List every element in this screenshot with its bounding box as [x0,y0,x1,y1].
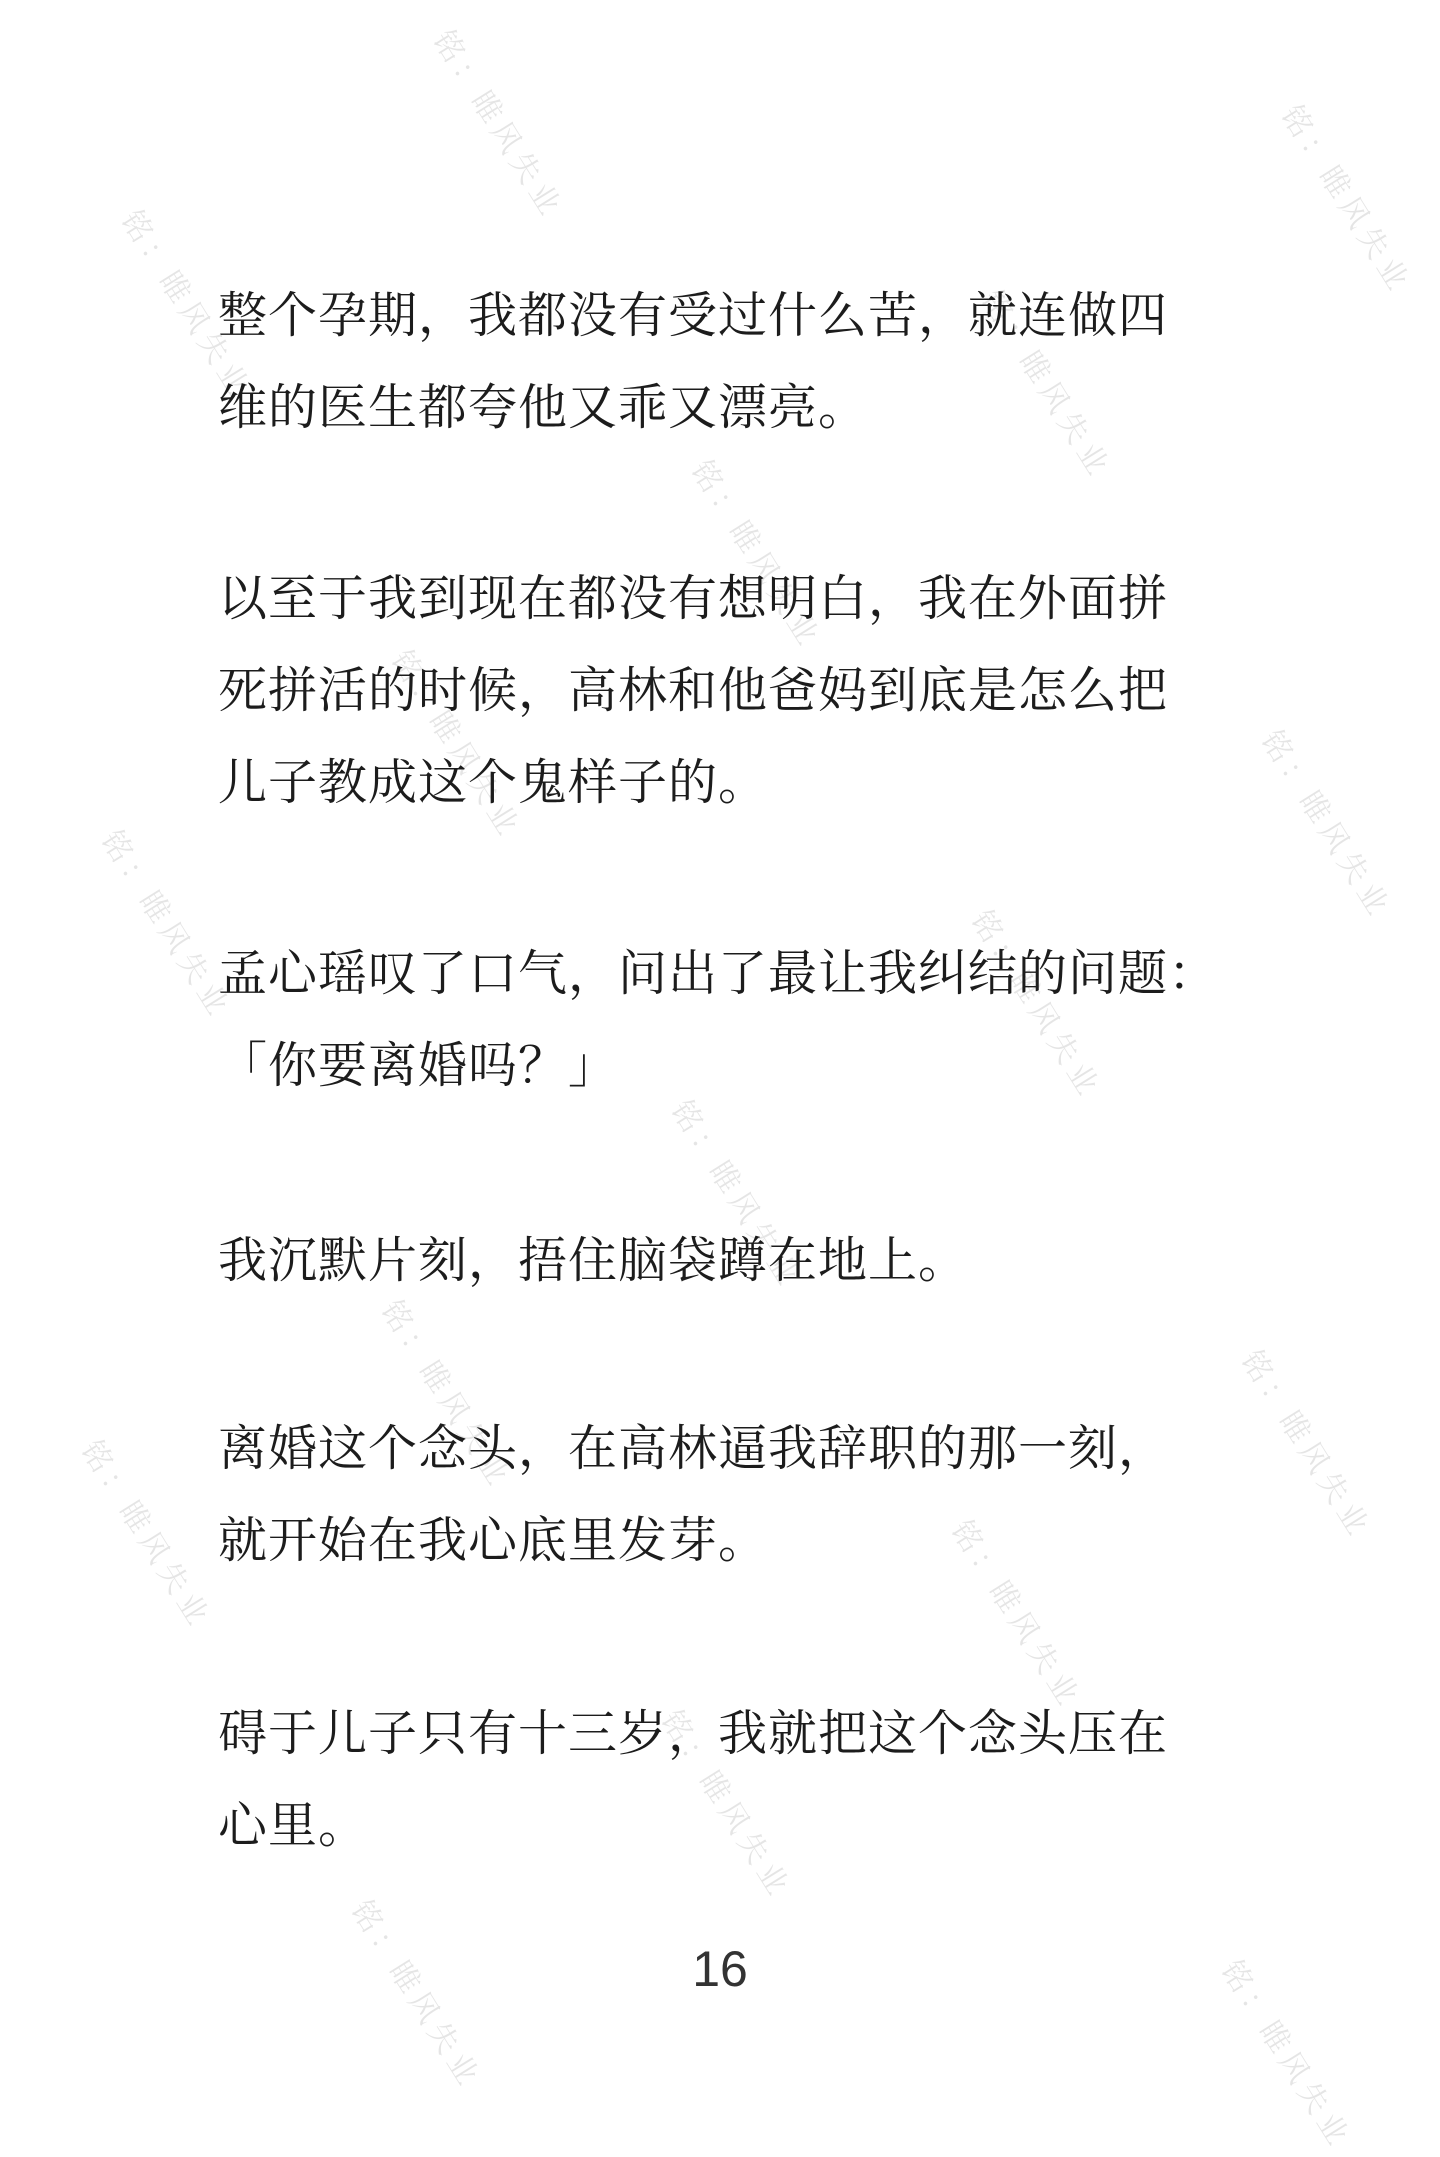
watermark: 铭：睢风失业 [1273,99,1418,301]
watermark: 铭：睢风失业 [663,1094,808,1296]
watermark: 铭：睢风失业 [113,204,258,406]
watermark: 铭：睢风失业 [973,284,1118,486]
watermark: 铭：睢风失业 [1253,724,1398,926]
paragraph: 碍于儿子只有十三岁，我就把这个念头压在 心里。 [218,1705,1169,1854]
paragraph: 离婚这个念头，在高林逼我辞职的那一刻， 就开始在我心底里发芽。 [218,1420,1169,1569]
watermark: 铭：睢风失业 [343,1894,488,2096]
watermark: 铭：睢风失业 [373,1294,518,1496]
watermark: 铭：睢风失业 [425,24,570,226]
watermark: 铭：睢风失业 [963,904,1108,1106]
watermark: 铭：睢风失业 [73,1434,218,1636]
paragraph: 我沉默片刻，捂住脑袋蹲在地上。 [218,1232,969,1289]
watermark: 铭：睢风失业 [683,454,828,656]
watermark: 铭：睢风失业 [93,824,238,1026]
paragraph: 整个孕期，我都没有受过什么苦，就连做四 维的医生都夸他又乖又漂亮。 [218,287,1169,436]
paragraph: 以至于我到现在都没有想明白，我在外面拼 死拼活的时候，高林和他爸妈到底是怎么把 儿子教成这个鬼样子的。 [218,570,1169,811]
watermark: 铭：睢风失业 [1213,1954,1358,2156]
watermark: 铭：睢风失业 [1233,1344,1378,1546]
paragraph: 孟心瑶叹了口气，问出了最让我纠结的问题： 「你要离婚吗？」 [218,945,1219,1094]
watermark: 铭：睢风失业 [943,1514,1088,1716]
watermark: 铭：睢风失业 [383,644,528,846]
page-number: 16 [692,1941,748,1997]
watermark: 铭：睢风失业 [653,1704,798,1906]
